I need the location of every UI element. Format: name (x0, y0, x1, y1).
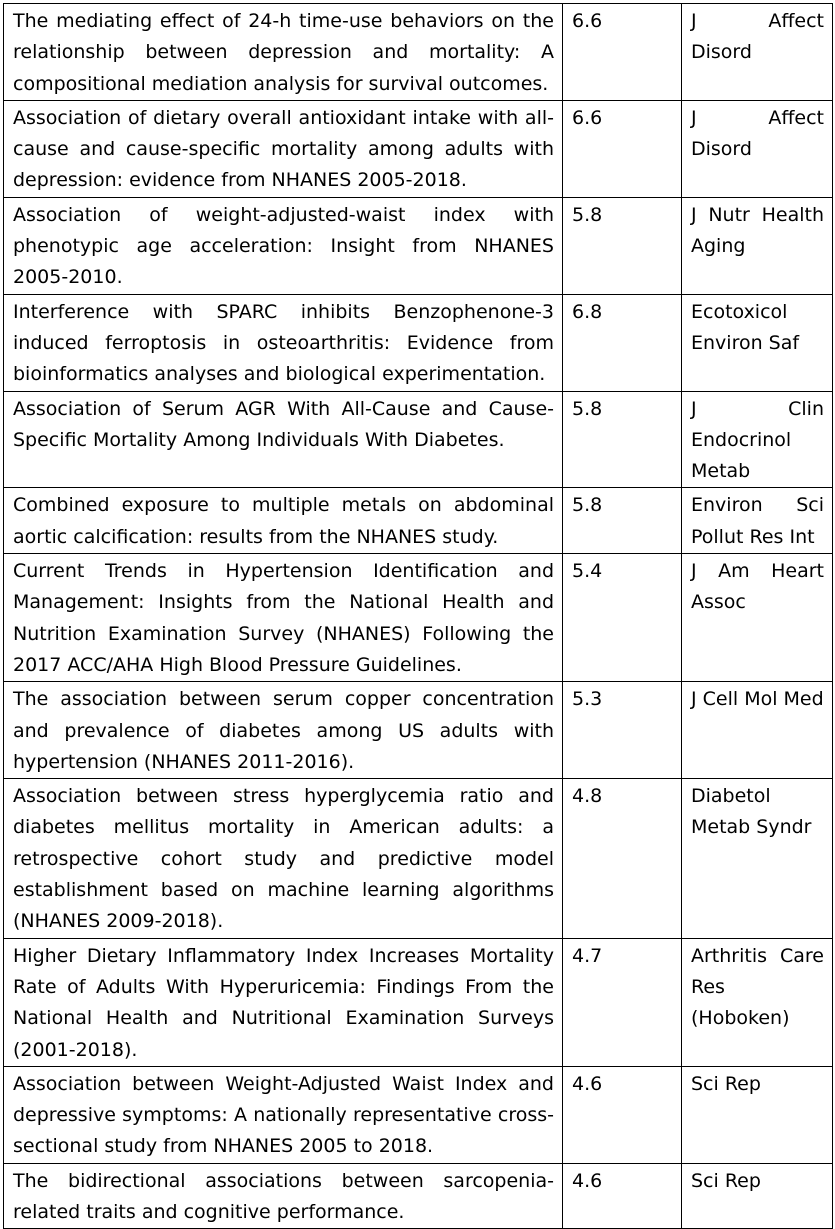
impact-factor: 6.6 (563, 4, 682, 101)
table-row (4, 1163, 833, 1229)
table-row (4, 488, 833, 554)
journal-name: J Cell Mol Med (682, 682, 833, 779)
journal-name: J Affect Disord (682, 4, 833, 101)
impact-factor: 6.8 (563, 294, 682, 391)
impact-factor: 5.4 (563, 554, 682, 682)
article-title: Association of dietary overall antioxidant intake with all-cause and cause-specific mortality among adults with depression: evidence from NHANES 2005-2018. (4, 100, 563, 197)
impact-factor: 5.8 (563, 391, 682, 488)
impact-factor: 5.3 (563, 682, 682, 779)
article-title: Combined exposure to multiple metals on abdominal aortic calcification: results from the NHANES study. (4, 488, 563, 554)
article-title: Association between Weight-Adjusted Waist Index and depressive symptoms: A nationally representative cross-sectional study from NHANES 2005 to 2018. (4, 1066, 563, 1163)
article-title: Association of Serum AGR With All-Cause and Cause-Specific Mortality Among Individuals With Diabetes. (4, 391, 563, 488)
table-row (4, 554, 833, 682)
table-row (4, 294, 833, 391)
journal-name: J Am Heart Assoc (682, 554, 833, 682)
impact-factor: 4.6 (563, 1066, 682, 1163)
article-title: Association of weight-adjusted-waist index with phenotypic age acceleration: Insight from NHANES 2005-2010. (4, 197, 563, 294)
table-row (4, 938, 833, 1066)
journal-name: J Clin Endocrinol Metab (682, 391, 833, 488)
article-title: Higher Dietary Inflammatory Index Increases Mortality Rate of Adults With Hyperuricemia: Findings From the National Health and Nutritional Examination Surveys (2001-2018). (4, 938, 563, 1066)
table-row (4, 197, 833, 294)
article-title: Current Trends in Hypertension Identification and Management: Insights from the National Health and Nutrition Examination Survey (NHANES) Following the 2017 ACC/AHA High Blood Pressure Guidelines. (4, 554, 563, 682)
article-title: The association between serum copper concentration and prevalence of diabetes among US adults with hypertension (NHANES 2011-2016). (4, 682, 563, 779)
article-title: Association between stress hyperglycemia ratio and diabetes mellitus mortality in American adults: a retrospective cohort study and predictive model establishment based on machine learning algorithms (NHANES 2009-2018). (4, 779, 563, 938)
article-title: The mediating effect of 24-h time-use behaviors on the relationship between depression and mortality: A compositional mediation analysis for survival outcomes. (4, 4, 563, 101)
impact-factor: 4.6 (563, 1163, 682, 1229)
impact-factor: 4.7 (563, 938, 682, 1066)
journal-name: Sci Rep (682, 1163, 833, 1229)
table-row (4, 682, 833, 779)
table-row (4, 779, 833, 938)
table-row (4, 100, 833, 197)
article-title: The bidirectional associations between sarcopenia-related traits and cognitive performance. (4, 1163, 563, 1229)
publication-table-body (4, 4, 833, 1229)
journal-name: Sci Rep (682, 1066, 833, 1163)
impact-factor: 6.6 (563, 100, 682, 197)
impact-factor: 5.8 (563, 488, 682, 554)
impact-factor: 5.8 (563, 197, 682, 294)
journal-name: Ecotoxicol Environ Saf (682, 294, 833, 391)
publication-table (3, 3, 833, 1229)
journal-name: J Affect Disord (682, 100, 833, 197)
journal-name: Diabetol Metab Syndr (682, 779, 833, 938)
table-row (4, 1066, 833, 1163)
impact-factor: 4.8 (563, 779, 682, 938)
journal-name: J Nutr Health Aging (682, 197, 833, 294)
table-row (4, 4, 833, 101)
journal-name: Environ Sci Pollut Res Int (682, 488, 833, 554)
table-row (4, 391, 833, 488)
journal-name: Arthritis Care Res (Hoboken) (682, 938, 833, 1066)
article-title: Interference with SPARC inhibits Benzophenone-3 induced ferroptosis in osteoarthritis: Evidence from bioinformatics analyses and biological experimentation. (4, 294, 563, 391)
